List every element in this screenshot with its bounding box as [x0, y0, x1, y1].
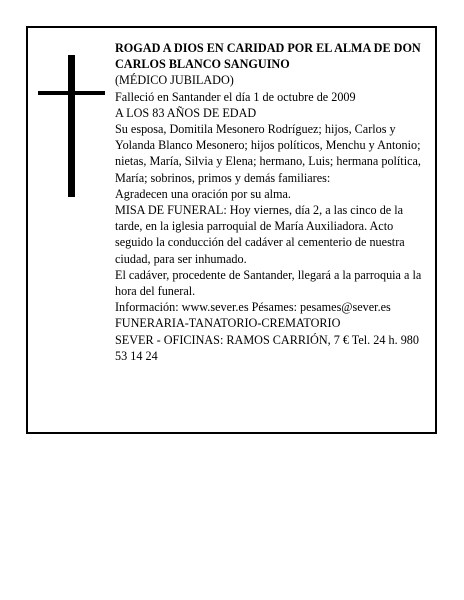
prayer-request: Agradecen una oración por su alma. [115, 186, 291, 201]
family-list: Su esposa, Domitila Mesonero Rodríguez; hijos, Carlos y Yolanda Blanco Mesonero; hijos políticos, Menchu y Antonio; nietas, María, Silvia y Elena; hermano, Luis; hermana política, María; sobrinos, primos y demás familiares: [115, 122, 421, 185]
condolence-information: Información: www.sever.es Pésames: pesames@sever.es [115, 300, 391, 315]
death-details: Falleció en Santander el día 1 de octubre de 2009 [115, 89, 356, 104]
notice-heading: ROGAD A DIOS EN CARIDAD POR EL ALMA DE DON CARLOS BLANCO SANGUINO [115, 41, 421, 72]
age-at-death: A LOS 83 AÑOS DE EDAD [115, 105, 257, 120]
funeral-company: FUNERARIA-TANATORIO-CREMATORIO [115, 316, 341, 331]
obituary-notice [26, 26, 437, 434]
notice-text [115, 40, 423, 364]
funeral-mass-details: MISA DE FUNERAL: Hoy viernes, día 2, a las cinco de la tarde, en la iglesia parroquial de María Auxiliadora. Acto seguido la conducción del cadáver al cementerio de nuestra ciudad, para ser inhumado. [115, 203, 405, 266]
office-contact: SEVER - OFICINAS: RAMOS CARRIÓN, 7 € Tel. 24 h. 980 53 14 24 [115, 332, 419, 363]
cross-icon-vertical-bar [68, 55, 75, 197]
body-arrival-details: El cadáver, procedente de Santander, llegará a la parroquia a la hora del funeral. [115, 267, 422, 299]
deceased-profession: (MÉDICO JUBILADO) [115, 73, 234, 88]
cross-icon-horizontal-bar [38, 91, 105, 95]
